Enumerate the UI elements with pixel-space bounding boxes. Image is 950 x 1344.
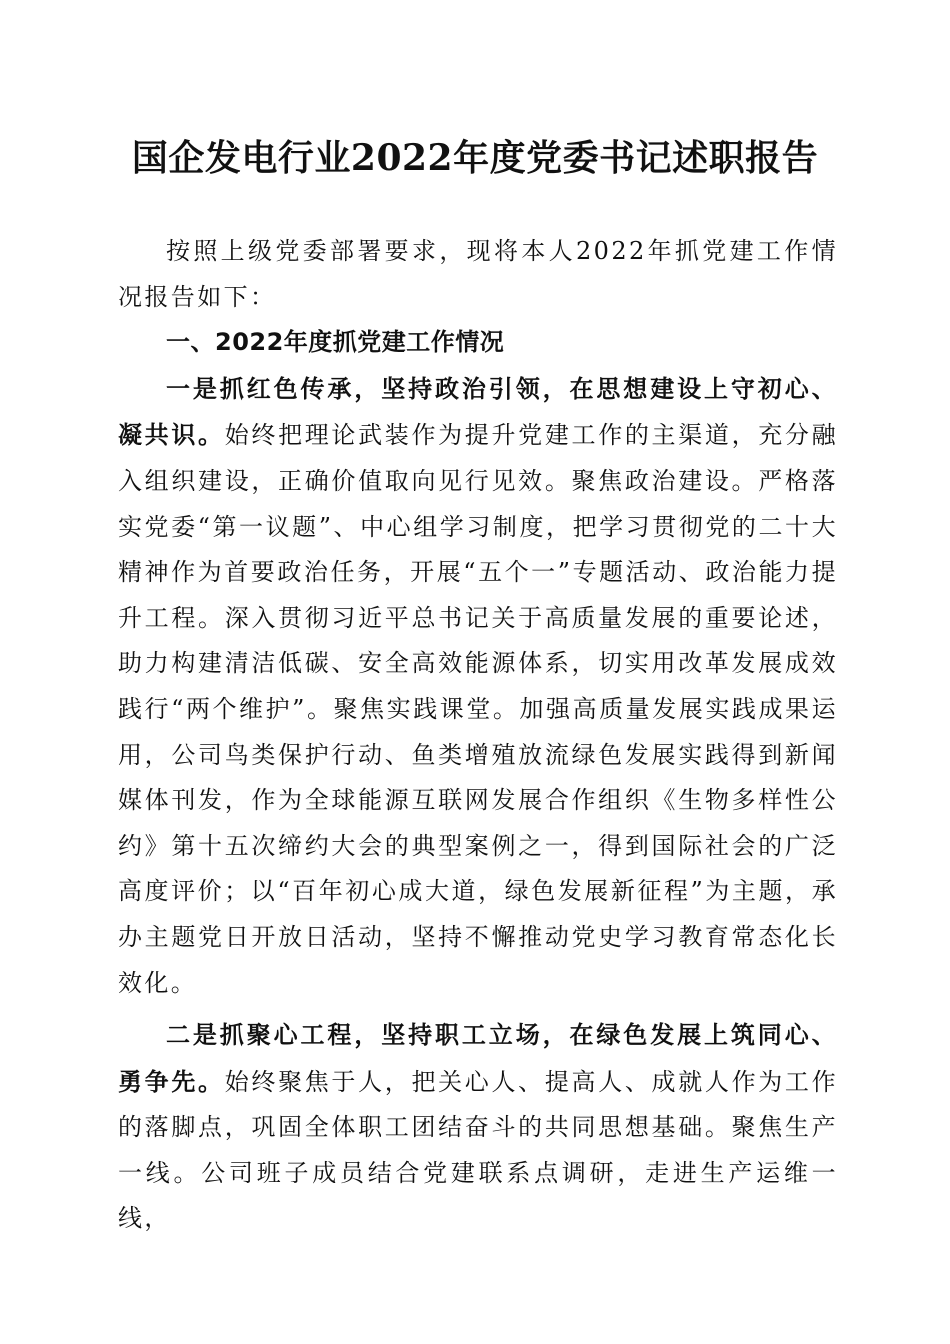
section-heading: 一、2022年度抓党建工作情况: [166, 328, 505, 357]
item-1-body: 始终把理论武装作为提升党建工作的主渠道，充分融入组织建设，正确价值取向见行见效。聚焦政治建设。严格落实党委“第一议题”、中心组学习制度，把学习贯彻党的二十大精神作为首要政治任务，开展“五个一”专题活动、政治能力提升工程。深入贯彻习近平总书记关于高质量发展的重要论述，助力构建清洁低碳、安全高效能源体系，切实用改革发展成效践行“两个维护”。聚焦实践课堂。加强高质量发展实践成果运用，公司鸟类保护行动、鱼类增殖放流绿色发展实践得到新闻媒体刊发，作为全球能源互联网发展合作组织《生物多样性公约》第十五次缔约大会的典型案例之一，得到国际社会的广泛高度评价；以“百年初心成大道，绿色发展新征程”为主题，承办主题党日开放日活动，坚持不懈推动党史学习教育常态化长效化。: [118, 421, 838, 997]
intro-paragraph: 按照上级党委部署要求，现将本人2022年抓党建工作情况报告如下：: [118, 237, 838, 311]
item-1-paragraph: [118, 366, 838, 1006]
item-2-paragraph: [118, 1012, 838, 1242]
document-body: [118, 229, 838, 1242]
document-title: 国企发电行业2022年度党委书记述职报告: [131, 137, 819, 179]
item-2-body: 始终聚焦于人，把关心人、提高人、成就人作为工作的落脚点，巩固全体职工团结奋斗的共同思想基础。聚焦生产一线。公司班子成员结合党建联系点调研，走进生产运维一线，: [118, 1067, 838, 1233]
item-2-lead: 二是抓聚心工程，坚持职工立场，在绿色发展上筑同心、勇争先。: [118, 1020, 838, 1096]
item-1-lead: 一是抓红色传承，坚持政治引领，在思想建设上守初心、凝共识。: [118, 373, 838, 450]
